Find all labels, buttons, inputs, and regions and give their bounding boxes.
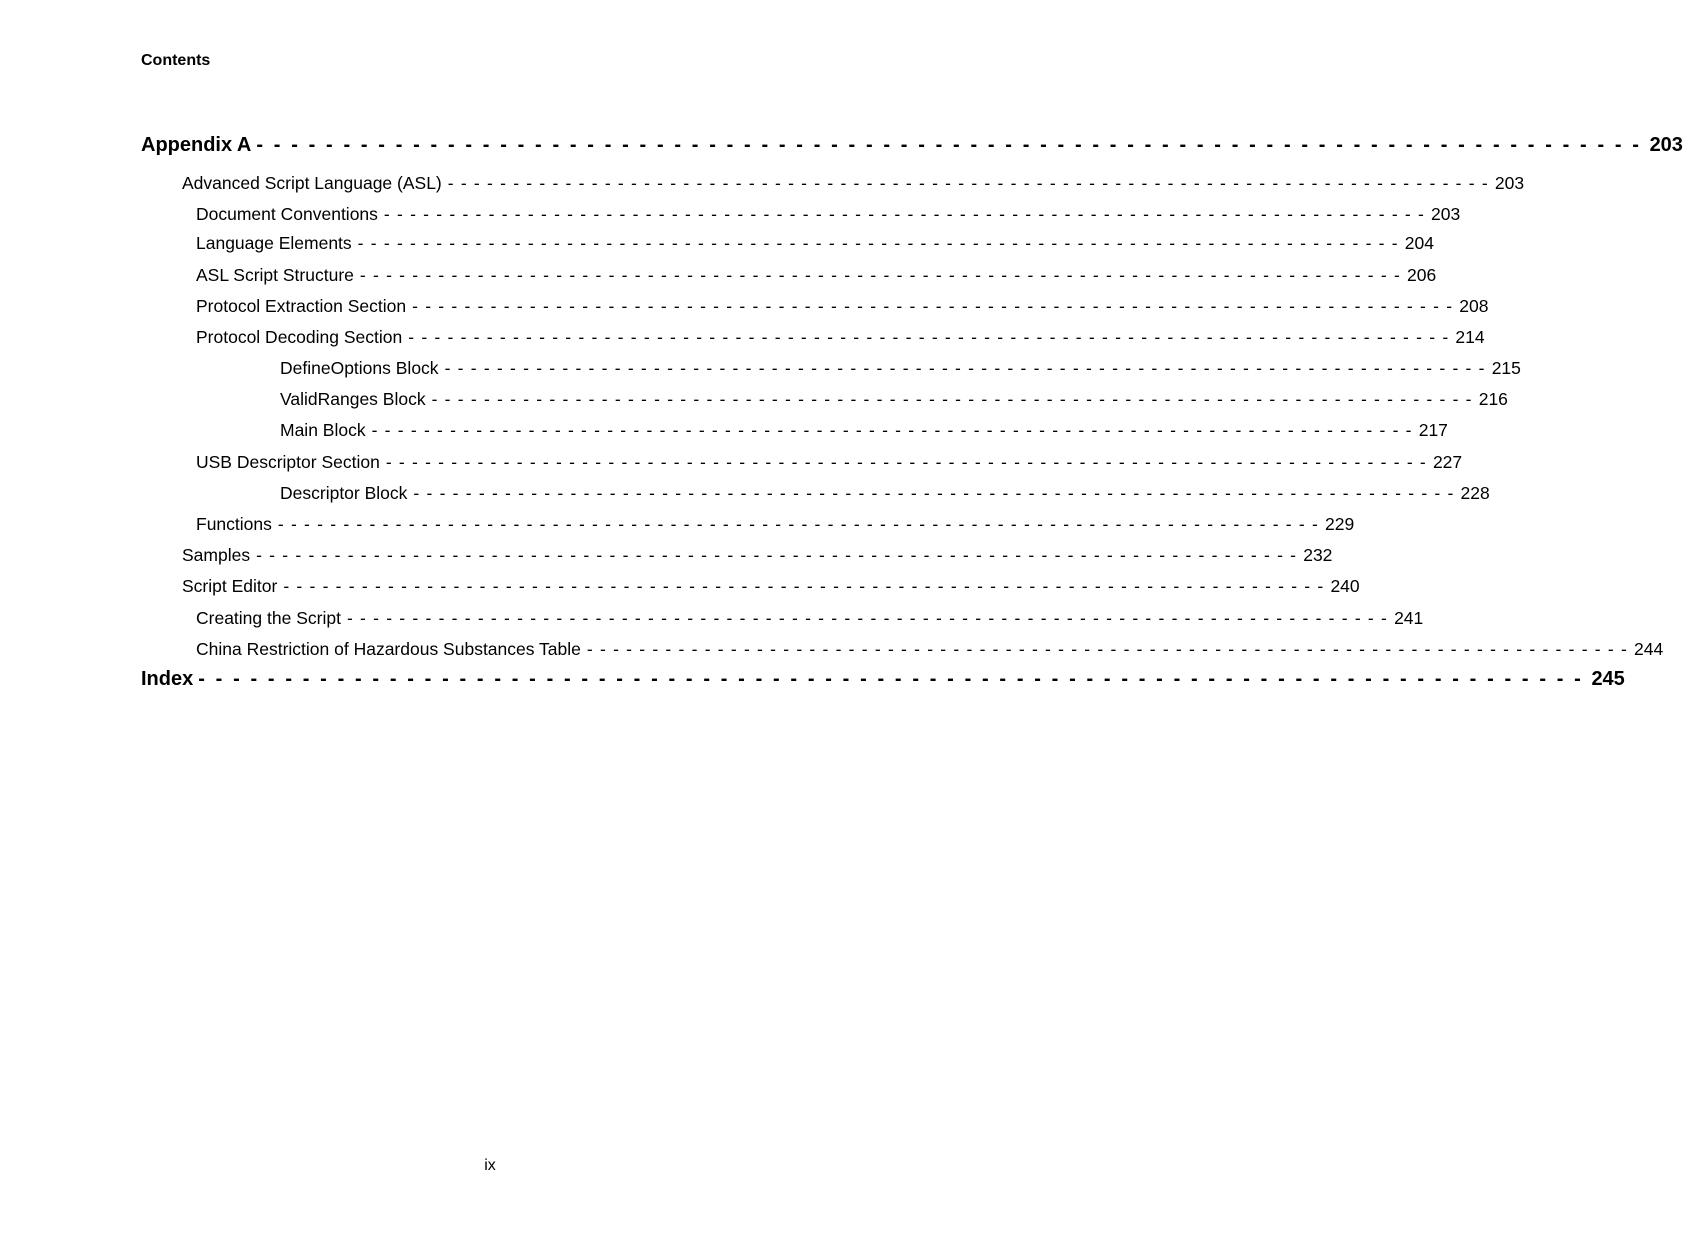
toc-entry[interactable] [280, 389, 1508, 410]
toc-entry-title: Appendix A [141, 134, 252, 156]
toc-entry-title: Index [141, 668, 194, 690]
toc-entry-page: 245 [1591, 668, 1625, 690]
toc-dot-leader: - - - - - - - - - - - - - - - - - - - - - - - - - - - - - - - - - - - - - - - - - - - - - - - - - - - - - - - - - - - - - - - - - - - - - - - - - - - - - - - - [444, 358, 1486, 378]
toc-entry-title: Protocol Decoding Section [196, 327, 403, 347]
toc-entry[interactable] [196, 327, 1485, 348]
toc-dot-leader: - - - - - - - - - - - - - - - - - - - - - - - - - - - - - - - - - - - - - - - - - - - - - - - - - - - - - - - - - - - - - - - - - - - - - - - - - - - - - - - - [413, 483, 1455, 503]
toc-entry-title: DefineOptions Block [280, 358, 439, 378]
toc-entry[interactable] [196, 639, 1664, 660]
toc-entry[interactable] [182, 173, 1525, 194]
toc-entry-title: Advanced Script Language (ASL) [182, 173, 442, 193]
toc-dot-leader: - - - - - - - - - - - - - - - - - - - - - - - - - - - - - - - - - - - - - - - - - - - - - - - - - - - - - - - - - - - - - - - - - - - - - - - - - - - - - - - - [198, 668, 1584, 690]
toc-entry[interactable] [182, 576, 1360, 597]
toc-entry-title: USB Descriptor Section [196, 452, 380, 472]
toc-entry[interactable] [196, 608, 1424, 629]
toc-entry[interactable] [196, 452, 1463, 473]
toc-entry[interactable] [280, 483, 1490, 504]
toc-dot-leader: - - - - - - - - - - - - - - - - - - - - - - - - - - - - - - - - - - - - - - - - - - - - - - - - - - - - - - - - - - - - - - - - - - - - - - - - - - - - - - - - [359, 265, 1402, 285]
toc-entry-title: Creating the Script [196, 608, 341, 628]
toc-entry-page: 232 [1303, 545, 1333, 565]
toc-entry-page: 228 [1460, 483, 1490, 503]
toc-dot-leader: - - - - - - - - - - - - - - - - - - - - - - - - - - - - - - - - - - - - - - - - - - - - - - - - - - - - - - - - - - - - - - - - - - - - - - - - - - - - - - - - [447, 173, 1489, 193]
toc-entry-page: 227 [1432, 452, 1463, 472]
toc-entry-page: 244 [1634, 639, 1664, 659]
toc-dot-leader: - - - - - - - - - - - - - - - - - - - - - - - - - - - - - - - - - - - - - - - - - - - - - - - - - - - - - - - - - - - - - - - - - - - - - - - - - - - - - - - - [586, 639, 1629, 659]
toc-dot-leader: - - - - - - - - - - - - - - - - - - - - - - - - - - - - - - - - - - - - - - - - - - - - - - - - - - - - - - - - - - - - - - - - - - - - - - - - - - - - - - - - [408, 327, 1450, 347]
toc-entry[interactable] [196, 204, 1461, 225]
toc-entry[interactable] [280, 358, 1521, 379]
table-of-contents [141, 0, 1683, 1235]
running-header: Contents [141, 52, 211, 69]
toc-entry-page: 203 [1649, 134, 1683, 156]
toc-entry-title: Descriptor Block [280, 483, 408, 503]
toc-entry[interactable] [280, 420, 1448, 441]
page-number: ix [484, 1157, 496, 1174]
toc-dot-leader: - - - - - - - - - - - - - - - - - - - - - - - - - - - - - - - - - - - - - - - - - - - - - - - - - - - - - - - - - - - - - - - - - - - - - - - - - - - - - - - - [383, 204, 1426, 224]
toc-chapter-entry[interactable] [141, 668, 1625, 691]
toc-entry-page: 203 [1431, 204, 1461, 224]
toc-entry[interactable] [196, 233, 1434, 254]
toc-entry-page: 240 [1330, 576, 1360, 596]
toc-entry[interactable] [196, 296, 1489, 317]
toc-dot-leader: - - - - - - - - - - - - - - - - - - - - - - - - - - - - - - - - - - - - - - - - - - - - - - - - - - - - - - - - - - - - - - - - - - - - - - - - - - - - - - - - [283, 576, 1325, 596]
toc-entry[interactable] [182, 545, 1333, 566]
toc-entry-page: 203 [1494, 173, 1525, 193]
toc-entry-title: Protocol Extraction Section [196, 296, 407, 316]
toc-entry-title: Language Elements [196, 233, 352, 253]
toc-dot-leader: - - - - - - - - - - - - - - - - - - - - - - - - - - - - - - - - - - - - - - - - - - - - - - - - - - - - - - - - - - - - - - - - - - - - - - - - - - - - - - - - [371, 420, 1413, 440]
toc-entry-page: 215 [1491, 358, 1521, 378]
toc-entry-page: 229 [1325, 514, 1355, 534]
toc-entry-title: ValidRanges Block [280, 389, 426, 409]
toc-dot-leader: - - - - - - - - - - - - - - - - - - - - - - - - - - - - - - - - - - - - - - - - - - - - - - - - - - - - - - - - - - - - - - - - - - - - - - - - - - - - - - - - [357, 233, 1399, 253]
toc-dot-leader: - - - - - - - - - - - - - - - - - - - - - - - - - - - - - - - - - - - - - - - - - - - - - - - - - - - - - - - - - - - - - - - - - - - - - - - - - - - - - - - - [385, 452, 1427, 472]
toc-entry-page: 216 [1478, 389, 1508, 409]
toc-dot-leader: - - - - - - - - - - - - - - - - - - - - - - - - - - - - - - - - - - - - - - - - - - - - - - - - - - - - - - - - - - - - - - - - - - - - - - - - - - - - - - - - [431, 389, 1473, 409]
toc-dot-leader: - - - - - - - - - - - - - - - - - - - - - - - - - - - - - - - - - - - - - - - - - - - - - - - - - - - - - - - - - - - - - - - - - - - - - - - - - - - - - - - - [256, 545, 1298, 565]
toc-chapter-entry[interactable] [141, 134, 1683, 157]
toc-entry-title: Main Block [280, 420, 366, 440]
toc-entry-page: 204 [1404, 233, 1434, 253]
toc-entry[interactable] [196, 514, 1355, 535]
toc-entry-page: 206 [1407, 265, 1437, 285]
toc-dot-leader: - - - - - - - - - - - - - - - - - - - - - - - - - - - - - - - - - - - - - - - - - - - - - - - - - - - - - - - - - - - - - - - - - - - - - - - - - - - - - - - - [277, 514, 1319, 534]
toc-dot-leader: - - - - - - - - - - - - - - - - - - - - - - - - - - - - - - - - - - - - - - - - - - - - - - - - - - - - - - - - - - - - - - - - - - - - - - - - - - - - - - - - [412, 296, 1454, 316]
toc-entry-title: ASL Script Structure [196, 265, 354, 285]
toc-entry-page: 208 [1459, 296, 1489, 316]
toc-entry-title: Functions [196, 514, 272, 534]
toc-entry-title: China Restriction of Hazardous Substances Table [196, 639, 581, 659]
toc-entry-title: Samples [182, 545, 251, 565]
toc-dot-leader: - - - - - - - - - - - - - - - - - - - - - - - - - - - - - - - - - - - - - - - - - - - - - - - - - - - - - - - - - - - - - - - - - - - - - - - - - - - - - - - - [256, 134, 1642, 156]
toc-entry-page: 214 [1455, 327, 1485, 347]
toc-entry-title: Script Editor [182, 576, 278, 596]
toc-entry-page: 241 [1394, 608, 1424, 628]
toc-entry-title: Document Conventions [196, 204, 378, 224]
toc-entry[interactable] [196, 265, 1437, 286]
toc-entry-page: 217 [1418, 420, 1448, 440]
toc-dot-leader: - - - - - - - - - - - - - - - - - - - - - - - - - - - - - - - - - - - - - - - - - - - - - - - - - - - - - - - - - - - - - - - - - - - - - - - - - - - - - - - - [346, 608, 1389, 628]
